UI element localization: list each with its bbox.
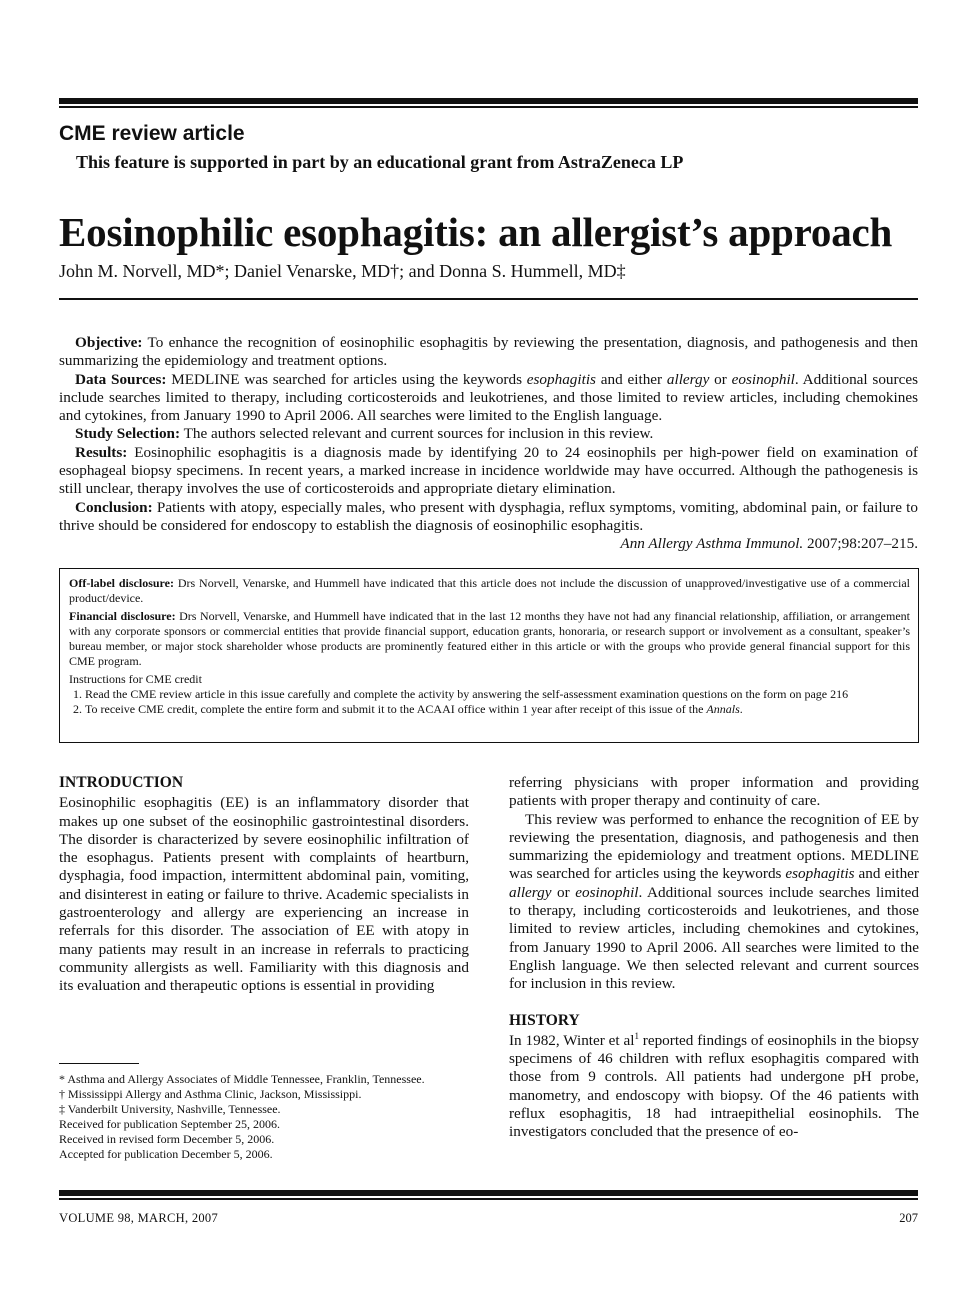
- citation-journal: Ann Allergy Asthma Immunol.: [620, 535, 804, 553]
- results-label: Results:: [75, 443, 128, 461]
- instructions-heading: Instructions for CME credit: [69, 672, 202, 686]
- affiliation-footnote: † Mississippi Allergy and Asthma Clinic, Jackson, Mississippi.: [59, 1087, 362, 1101]
- history-text: reported findings of eosinophils in the biopsy specimens of 46 children with reflux esophagitis compared with those from 9 controls. All patients had undergone pH probe, manometry, and endoscopy with biopsy. Of the 46 patients with reflux esophagitis, 18 had intraepithelial eosinophils. The investigators concluded that the presence of eo-: [509, 1031, 919, 1141]
- keyword-eosinophil: eosinophil: [731, 370, 795, 388]
- introduction-paragraph: Eosinophilic esophagitis (EE) is an inflammatory disorder that makes up one subset of the eosinophilic gastrointestinal disorders. The disorder is characterized by severe eosinophilic infiltration of the esophagus. Patients present with complaints of heartburn, dysphagia, food impaction, intermittent abdominal pain, vomiting, and disinterest in eating or failure to thrive. Academic specialists in gastroenterology and allergy are experiencing an increase in referrals for this disorder. The association of EE with atopy in many patients may result in an increase in referrals to practicing community allergists as well. Familiarity with this diagnosis and its evaluation and therapeutic options is essential in providing: [59, 794, 469, 995]
- financial-label: Financial disclosure:: [69, 609, 176, 623]
- intro-text: . Additional sources include searches limited to therapy, including corticosteroids and leukotrienes, and those limited to review articles, including chemokines and cytokines, from January 1990 to April 2006. All searches were limited to the English language. We then selected relevant and current sources for inclusion in this review.: [509, 883, 919, 993]
- offlabel-disclosure: [69, 576, 910, 606]
- column-right: [509, 774, 919, 1142]
- introduction-paragraph-2: [509, 811, 919, 994]
- introduction-paragraph-continued: referring physicians with proper information and providing patients with proper therapy and continuity of care.: [509, 774, 919, 810]
- introduction-heading: INTRODUCTION: [59, 774, 184, 791]
- abstract-results: [59, 444, 918, 499]
- intro-text: and either: [854, 865, 919, 883]
- disclosure-box: [59, 568, 919, 743]
- financial-text: Drs Norvell, Venarske, and Hummell have indicated that in the last 12 months they have not had any financial relationship, affiliation, or arrangement with any corporate sponsors or commercial entities that provide financial support, education grants, honoraria, or research support or involvement as a consultant, speaker’s bureau member, or major stock shareholder whose products are prominently featured either in this article or with the groups who provide general financial support for this CME program.: [69, 609, 910, 668]
- keyword-allergy: allergy: [666, 370, 710, 388]
- accepted-date: Accepted for publication December 5, 2006.: [59, 1147, 273, 1161]
- abstract-conclusion: [59, 499, 918, 536]
- instruction-text: To receive CME credit, complete the entire form and submit it to the ACAAI office within 1 year after receipt of this issue of the: [85, 702, 707, 716]
- objective-text: To enhance the recognition of eosinophilic esophagitis by reviewing the presentation, diagnosis, and pathogenesis and then summarizing the epidemiology and treatment options.: [59, 334, 918, 370]
- footnotes: [59, 1072, 479, 1162]
- reference-superscript: 1: [634, 1030, 639, 1041]
- citation: [59, 535, 918, 553]
- received-date: Received for publication September 25, 2006.: [59, 1117, 280, 1131]
- footnote-rule: [59, 1063, 139, 1064]
- conclusion-text: Patients with atopy, especially males, who present with dysphagia, reflux symptoms, vomiting, abdominal pain, or failure to thrive should be considered for endoscopy to establish the diagnosis of eosinophilic esophagitis.: [59, 498, 918, 534]
- abstract: [59, 334, 918, 554]
- abstract-objective: [59, 334, 918, 371]
- data-sources-text: or: [709, 370, 732, 388]
- abstract-study-selection: [59, 425, 918, 443]
- conclusion-label: Conclusion:: [75, 498, 153, 516]
- history-heading: HISTORY: [509, 1011, 580, 1029]
- instruction-text: .: [739, 702, 743, 716]
- data-sources-label: Data Sources:: [75, 370, 167, 388]
- study-selection-text: The authors selected relevant and current sources for inclusion in this review.: [180, 425, 654, 443]
- bottom-rule-thick: [59, 1190, 918, 1196]
- objective-label: Objective:: [75, 334, 143, 351]
- financial-disclosure: [69, 609, 910, 669]
- instruction-item: 1. Read the CME review article in this issue carefully and complete the activity by answering the self-assessment examination questions on the form on page 216: [85, 687, 910, 702]
- title-rule: [59, 298, 918, 300]
- abstract-data-sources: [59, 371, 918, 426]
- column-left: [59, 774, 469, 996]
- results-text: Eosinophilic esophagitis is a diagnosis made by identifying 20 to 24 eosinophils per high-power field on examination of esophageal biopsy specimens. In recent years, a marked increase in incidence worldwide may have occurred. Although the pathogenesis is still unclear, therapy involves the use of corticosteroids and appropriate dietary elimination.: [59, 443, 918, 498]
- affiliation-footnote: * Asthma and Allergy Associates of Middle Tennessee, Franklin, Tennessee.: [59, 1072, 425, 1086]
- history-paragraph: [509, 1032, 919, 1142]
- data-sources-text: . Additional sources include searches limited to therapy, including corticosteroids and leukotrienes, and those limited to review articles, including chemokines and cytokines, from January 1990 to April 2006. All searches were limited to the English language.: [59, 370, 918, 425]
- affiliation-footnote: ‡ Vanderbilt University, Nashville, Tennessee.: [59, 1102, 281, 1116]
- data-sources-text: and either: [595, 370, 667, 388]
- instruction-annals: Annals: [706, 702, 740, 716]
- instructions-list: [69, 687, 910, 717]
- footer-page-number: 207: [899, 1211, 918, 1225]
- study-selection-label: Study Selection:: [75, 425, 181, 443]
- instruction-item: [85, 702, 910, 717]
- data-sources-text: MEDLINE was searched for articles using the keywords: [166, 370, 527, 388]
- keyword-esophagitis: esophagitis: [526, 370, 596, 388]
- article-authors: John M. Norvell, MD*; Daniel Venarske, MD†; and Donna S. Hummell, MD‡: [59, 261, 626, 281]
- history-text: In 1982, Winter et al: [509, 1031, 635, 1049]
- revised-date: Received in revised form December 5, 2006.: [59, 1132, 275, 1146]
- grant-line: This feature is supported in part by an educational grant from AstraZeneca LP: [76, 152, 684, 172]
- citation-volume-pages: 2007;98:207–215.: [803, 535, 918, 553]
- intro-text: or: [551, 883, 576, 901]
- offlabel-text: Drs Norvell, Venarske, and Hummell have indicated that this article does not include the discussion of unapproved/investigative use of a commercial product/device.: [69, 576, 910, 605]
- keyword-esophagitis: esophagitis: [785, 865, 855, 883]
- top-rule-thick: [59, 98, 918, 104]
- top-rule-thin: [59, 106, 918, 108]
- bottom-rule-thin: [59, 1198, 918, 1200]
- intro-text: This review was performed to enhance the recognition of EE by reviewing the presentation, diagnosis, and pathogenesis and then summarizing the epidemiology and treatment options. MEDLINE was searched for articles using the keywords: [509, 810, 919, 883]
- article-title: Eosinophilic esophagitis: an allergist’s approach: [59, 209, 893, 255]
- footer-volume: VOLUME 98, MARCH, 2007: [59, 1211, 219, 1225]
- keyword-eosinophil: eosinophil: [575, 883, 639, 901]
- keyword-allergy: allergy: [509, 883, 552, 901]
- offlabel-label: Off-label disclosure:: [69, 576, 174, 590]
- section-label: CME review article: [59, 122, 245, 145]
